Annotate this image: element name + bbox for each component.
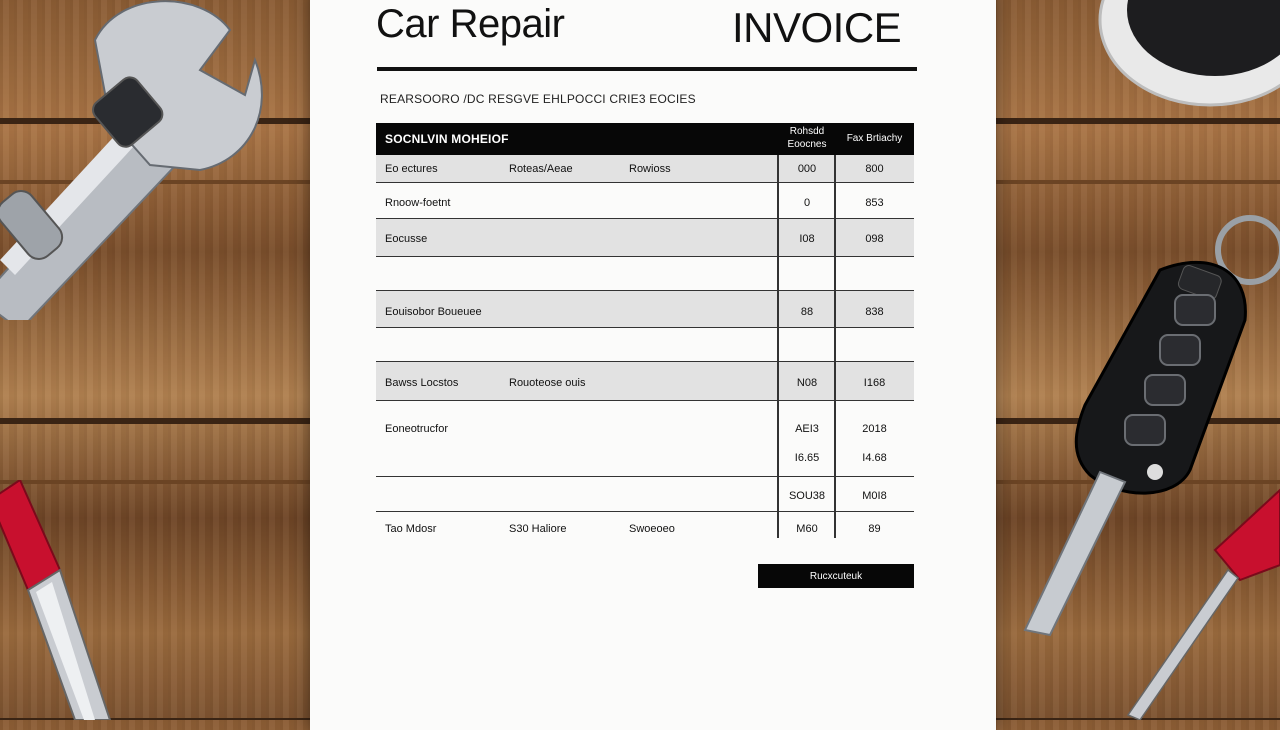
coffee-cup-icon — [1080, 0, 1280, 110]
cell: Eo ectures — [385, 163, 438, 175]
cell: 0 — [803, 197, 811, 209]
cell: Rouoteose ouis — [509, 377, 586, 389]
cell: Eocusse — [385, 233, 428, 245]
header-rule — [377, 67, 917, 71]
cell: I08 — [799, 233, 815, 245]
invoice-action-button[interactable]: Rucxcuteuk — [758, 564, 914, 588]
cell: Roteas/Aeae — [509, 163, 573, 175]
cell: SOU38 — [788, 490, 826, 502]
header-qty: Rohsdd Eoocnes — [787, 126, 827, 150]
cell: 2018 — [862, 423, 887, 435]
cell: Bawss Locstos — [385, 377, 459, 389]
column-divider — [834, 155, 836, 538]
column-divider — [777, 155, 779, 538]
cell: M0I8 — [862, 490, 887, 502]
cell: I4.68 — [862, 452, 887, 464]
header-price: Fax Brtiachy — [846, 133, 903, 144]
cell: 89 — [868, 523, 881, 535]
cell: N08 — [796, 377, 818, 389]
cell: Rowioss — [629, 163, 671, 175]
cell: Tao Mdosr — [385, 523, 437, 535]
invoice-subline: REARSOORO /DC RESGVE EHLPOCCI CRIE3 EOCIES — [380, 92, 696, 106]
invoice-table — [376, 123, 914, 535]
cell: Eoneotrucfor — [385, 423, 448, 435]
cell: 853 — [865, 197, 884, 209]
cell: Eouisobor Boueuee — [385, 306, 482, 318]
cell: AEI3 — [795, 423, 819, 435]
cell: 098 — [865, 233, 884, 245]
cell: Swoeoeo — [629, 523, 675, 535]
cell: 838 — [865, 306, 884, 318]
cell: S30 Haliore — [509, 523, 567, 535]
cell: Rnoow-foetnt — [385, 197, 451, 209]
table-header — [376, 123, 914, 155]
wrench-icon — [0, 0, 300, 320]
cell: M60 — [796, 523, 818, 535]
screwdriver-icon — [0, 480, 120, 720]
brand-name: Car Repair — [376, 2, 565, 46]
header-description: SOCNLVIN MOHEIOF — [385, 132, 509, 146]
cell: 000 — [797, 163, 817, 175]
car-key-icon — [1010, 210, 1280, 650]
invoice-title: INVOICE — [732, 4, 902, 51]
cell: 800 — [865, 163, 884, 175]
cell: I168 — [863, 377, 886, 389]
cell: I6.65 — [794, 452, 820, 464]
cell: 88 — [800, 306, 814, 318]
